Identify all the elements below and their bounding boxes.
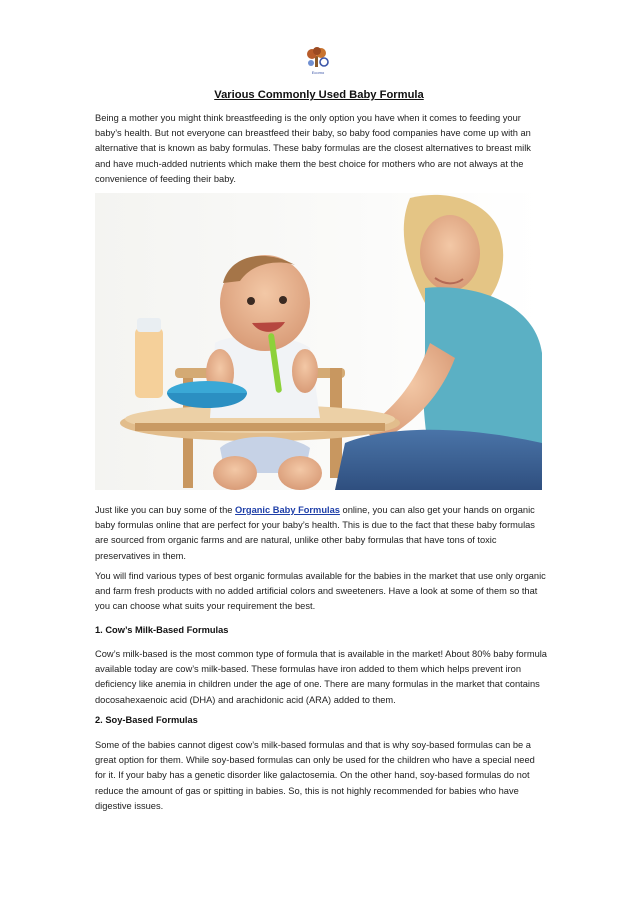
page-title: Various Commonly Used Baby Formula — [214, 89, 424, 101]
paragraph-text: online, you can also get your hands on organic baby formulas online that are perfect for your baby’s health. This is due to the fact that these baby formulas are sourced from organic farms and are natural, unlike other baby formulas that have tons of toxic preservatives in them. — [95, 505, 535, 561]
types-paragraph: You will find various types of best organic formulas available for the babies in the market that use only organic and farm fresh products with no added artificial colors and sweeteners. Have a look at some of them so that you can choose what suits your requirement the best. — [95, 571, 546, 612]
mother-feeding-baby-photo — [95, 193, 542, 490]
section-heading-cows-milk: 1. Cow’s Milk-Based Formulas — [95, 625, 229, 635]
organic-paragraph — [95, 503, 547, 564]
soy-paragraph: Some of the babies cannot digest cow’s milk-based formulas and that is why soy-based formulas can be a great option for them. While soy-based formulas can only be used for the children who have a special need for it. If your baby has a genetic disorder like galactosemia. On the other hand, soy-based formulas do not reduce the amount of gas or spitting in babies. So, this is not highly recommended for babies who have digestive issues. — [95, 740, 535, 811]
section-heading-soy: 2. Soy-Based Formulas — [95, 715, 198, 725]
organic-baby-formulas-link[interactable]: Organic Baby Formulas — [235, 505, 340, 515]
logo-text: Ecomo — [311, 70, 325, 75]
tree-logo-icon — [300, 47, 336, 77]
intro-paragraph: Being a mother you might think breastfeeding is the only option you have when it comes to feeding your baby’s health. But not everyone can breastfeed their baby, so baby food companies have come up with an alternative that is known as baby formulas. These baby formulas are the closest alternatives to breast milk and have much-added nutrients which make them the best choice for mothers who are not always at the convenience of feeding their baby. — [95, 113, 531, 184]
paragraph-text: Just like you can buy some of the — [95, 505, 236, 515]
cows-milk-paragraph: Cow’s milk-based is the most common type of formula that is available in the market! About 80% baby formula available today are cow’s milk-based. These formulas have iron added to them which helps prevent iron deficiency like anemia in children under the age of one. There are many formulas in the market that contains docosahexaenoic acid (DHA) and arachidonic acid (ARA) added to them. — [95, 649, 547, 705]
